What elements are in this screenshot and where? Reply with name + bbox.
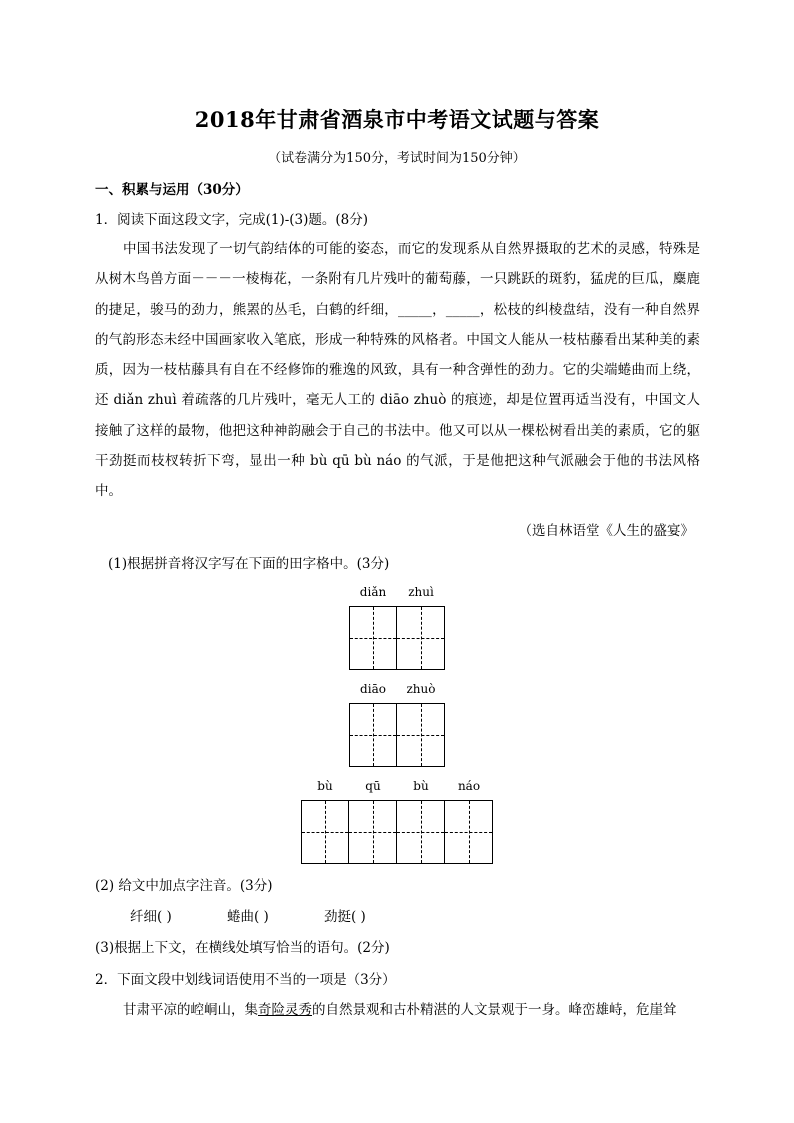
subquestion-3: (3)根据上下文，在横线处填写恰当的语句。(2分): [95, 940, 390, 956]
tianzige-cell[interactable]: [349, 606, 397, 670]
pinyin-label: zhuò: [406, 682, 436, 696]
pinyin-label: diāo: [360, 682, 386, 696]
pinyin-label: bù: [317, 779, 333, 793]
tianzige-cell[interactable]: [349, 703, 397, 767]
tianzige-grid-2: [349, 703, 445, 767]
annotation-item: 纤细( ): [130, 909, 172, 925]
reading-passage: 中国书法发现了一切气韵结体的可能的姿态，而它的发现系从自然界摄取的艺术的灵感，特殊是从树木鸟兽方面－－－一棱梅花，一条附有几片残叶的葡萄藤，一只跳跃的斑豹，猛虎的巨瓜，麋鹿的捷足，骏马的劲力，熊罴的丛毛，白鹤的纤细，_____，_____，松枝的纠棱盘结，没有一种自然界的气韵形态未经中国画家收入笔底，形成一种特殊的风格者。中国文人能从一枝枯藤看出某种美的素质，因为一枝枯藤具有自在不经修饰的雅逸的风致，具有一种含弹性的劲力。它的尖端蜷曲而上绕，还 diǎn zhuì 着疏落的几片残叶，毫无人工的 diāo zhuò 的痕迹，却是位置再适当没有，中国文人接触了这样的最物，他把这种神韵融会于自己的书法中。他又可以从一棵松树看出美的素质，它的躯干劲挺而枝杈转折下弯，显出一种 bù qū bù náo 的气派，于是他把这种气派融会于他的书法风格中。: [95, 241, 700, 500]
tianzige-cell[interactable]: [397, 703, 445, 767]
page-title: 2018年甘肃省酒泉市中考语文试题与答案: [194, 107, 600, 132]
tianzige-cell[interactable]: [349, 800, 397, 864]
passage-source: （选自林语堂《人生的盛宴》: [518, 523, 694, 539]
tianzige-cell[interactable]: [301, 800, 349, 864]
question-1-stem: 1．阅读下面这段文字，完成(1)-(3)题。(8分): [95, 212, 369, 228]
subquestion-2: (2) 给文中加点字注音。(3分): [95, 878, 273, 894]
pinyin-label: bù: [413, 779, 429, 793]
exam-subtitle: （试卷满分为150分，考试时间为150分钟）: [268, 151, 526, 166]
annotation-item: 蜷曲( ): [227, 909, 269, 925]
pinyin-label: qū: [365, 779, 381, 793]
question-2-passage: [123, 998, 677, 1018]
tianzige-cell[interactable]: [445, 800, 493, 864]
tianzige-cell[interactable]: [397, 800, 445, 864]
question-2-stem: 2．下面文段中划线词语使用不当的一项是（3分）: [95, 972, 396, 988]
pinyin-label: zhuì: [408, 585, 434, 599]
tianzige-grid-1: [349, 606, 445, 670]
annotation-item: 劲挺( ): [324, 909, 366, 925]
section-heading: 一、积累与运用（30分）: [95, 182, 249, 198]
passage-text: 甘肃平凉的崆峒山，集: [123, 1002, 258, 1018]
tianzige-cell[interactable]: [397, 606, 445, 670]
pinyin-label: diǎn: [359, 585, 387, 599]
pinyin-label: náo: [457, 779, 481, 793]
subquestion-1: (1)根据拼音将汉字写在下面的田字格中。(3分): [108, 556, 390, 572]
passage-text: 的自然景观和古朴精湛的人文景观于一身。峰峦雄峙，危崖耸: [312, 1002, 677, 1018]
underlined-phrase: 奇险灵秀: [258, 1002, 312, 1018]
tianzige-grid-3: [301, 800, 493, 864]
